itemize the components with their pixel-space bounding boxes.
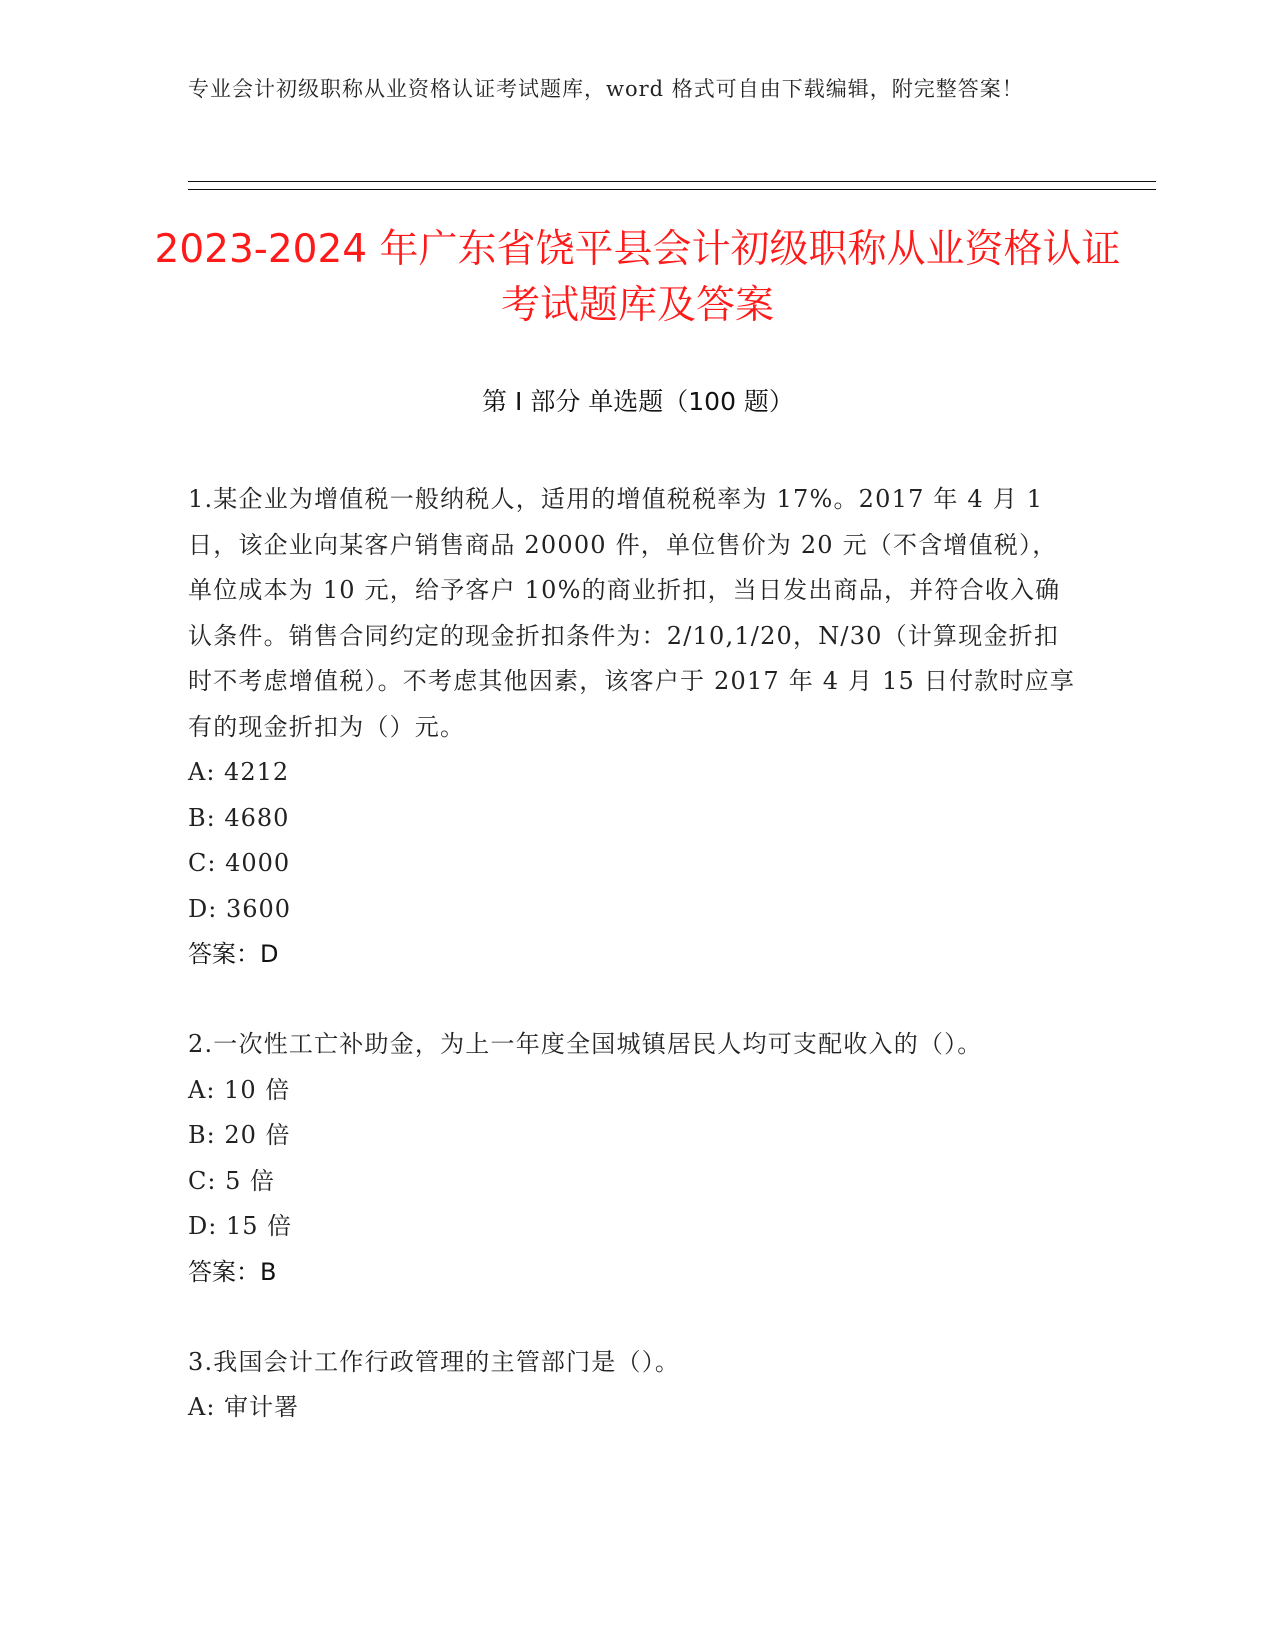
option-a: A: 4212 [188,758,290,786]
option-a: A: 审计署 [188,1393,300,1421]
option-b: B: 20 倍 [188,1121,291,1149]
header-note: 专业会计初级职称从业资格认证考试题库，word 格式可自由下载编辑，附完整答案！ [188,77,1024,101]
option-d: D: 15 倍 [188,1212,293,1240]
question-2 [188,1022,1078,1295]
document-title: 2023-2024 年广东省饶平县会计初级职称从业资格认证考试题库及答案 [154,227,1121,328]
option-c: C: 5 倍 [188,1166,275,1195]
question-list [188,477,1078,1476]
answer-label: 答案：B [188,1257,277,1286]
option-b: B: 4680 [188,803,290,832]
question-3 [188,1340,1078,1431]
question-text: 1.某企业为增值税一般纳税人，适用的增值税税率为 17%。2017 年 4 月 1 日，该企业向某客户销售商品 20000 件，单位售价为 20 元（不含增值税），单位成本为 10 元，给予客户 10%的商业折扣，当日发出商品，并符合收入确认条件。销售合同约定的现金折扣条件为：2/10,1/20，N/30（计算现金折扣时不考虑增值税）。不考虑其他因素，该客户于 2017 年 4 月 15 日付款时应享有的现金折扣为（）元。 [188,485,1076,741]
header-divider-thin [188,189,1156,190]
option-c: C: 4000 [188,849,291,877]
header-divider-thick [188,181,1156,182]
question-1 [188,477,1078,977]
section-title: 第 I 部分 单选题（100 题） [482,387,794,416]
option-a: A: 10 倍 [188,1075,291,1104]
option-d: D: 3600 [188,894,292,923]
question-text: 2.一次性工亡补助金，为上一年度全国城镇居民人均可支配收入的（）。 [188,1030,983,1058]
question-text: 3.我国会计工作行政管理的主管部门是（）。 [188,1347,681,1376]
answer-label: 答案：D [188,940,279,968]
